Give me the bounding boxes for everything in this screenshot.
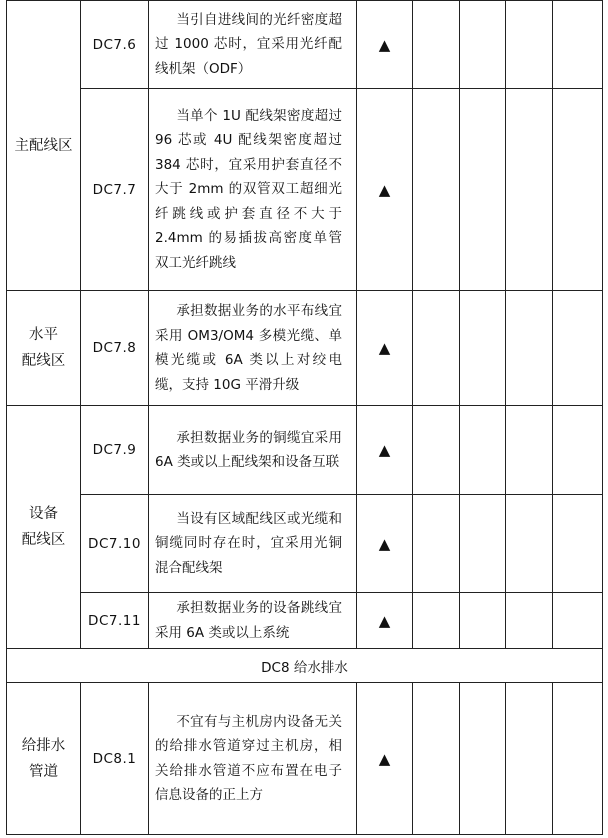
requirements-table [6, 0, 603, 835]
section-title: DC8 给水排水 [7, 649, 603, 683]
empty-cell [460, 593, 506, 649]
empty-cell [413, 593, 460, 649]
triangle-mark: ▲ [357, 89, 413, 291]
empty-cell [506, 1, 553, 89]
triangle-mark: ▲ [357, 1, 413, 89]
code-cell: DC8.1 [81, 683, 149, 835]
empty-cell [460, 291, 506, 406]
triangle-mark: ▲ [357, 593, 413, 649]
requirement-text: 不宜有与主机房内设备无关的给排水管道穿过主机房，相关给排水管道不应布置在电子信息设备的正上方 [155, 713, 342, 803]
code-cell: DC7.7 [81, 89, 149, 291]
requirement-text: 承担数据业务的水平布线宜采用 OM3/OM4 多模光缆、单模光缆或 6A 类以上对绞电缆，支持 10G 平滑升级 [155, 303, 342, 393]
requirement-text: 当引自进线间的光纤密度超过 1000 芯时，宜采用光纤配线机架（ODF） [155, 11, 342, 77]
table-row [7, 495, 603, 593]
empty-cell [460, 89, 506, 291]
empty-cell [413, 495, 460, 593]
table-row [7, 406, 603, 495]
triangle-mark: ▲ [357, 291, 413, 406]
empty-cell [553, 593, 603, 649]
area-label-line2: 配线区 [21, 532, 66, 548]
requirement-text: 当设有区域配线区或光缆和铜缆同时存在时，宜采用光铜混合配线架 [155, 510, 342, 576]
area-cell-horizontal [7, 291, 81, 406]
empty-cell [460, 406, 506, 495]
empty-cell [506, 406, 553, 495]
code-cell: DC7.9 [81, 406, 149, 495]
area-label-line1: 给排水 [21, 737, 66, 754]
area-cell-main [7, 1, 81, 291]
triangle-mark: ▲ [357, 683, 413, 835]
empty-cell [413, 406, 460, 495]
code-cell: DC7.6 [81, 1, 149, 89]
code-cell: DC7.8 [81, 291, 149, 406]
requirement-text: 承担数据业务的设备跳线宜采用 6A 类或以上系统 [155, 600, 342, 641]
table-row [7, 593, 603, 649]
code-cell: DC7.11 [81, 593, 149, 649]
table-row [7, 89, 603, 291]
table-row [7, 683, 603, 835]
requirement-cell [149, 495, 357, 593]
area-label-line1: 设备 [29, 506, 58, 522]
requirement-cell [149, 406, 357, 495]
area-cell-equipment [7, 406, 81, 649]
empty-cell [460, 1, 506, 89]
empty-cell [506, 495, 553, 593]
requirement-cell [149, 291, 357, 406]
empty-cell [413, 1, 460, 89]
triangle-mark: ▲ [357, 495, 413, 593]
table-row [7, 291, 603, 406]
area-label-line2: 管道 [29, 763, 58, 780]
empty-cell [553, 683, 603, 835]
requirement-cell [149, 683, 357, 835]
requirement-text: 承担数据业务的铜缆宜采用 6A 类或以上配线架和设备互联 [155, 429, 342, 470]
empty-cell [413, 683, 460, 835]
empty-cell [506, 89, 553, 291]
empty-cell [413, 89, 460, 291]
empty-cell [413, 291, 460, 406]
area-label-line1: 水平 [29, 327, 58, 343]
empty-cell [506, 683, 553, 835]
table-row [7, 1, 603, 89]
empty-cell [506, 593, 553, 649]
area-cell-plumbing [7, 683, 81, 835]
requirement-cell [149, 89, 357, 291]
requirement-cell [149, 1, 357, 89]
empty-cell [460, 495, 506, 593]
triangle-mark: ▲ [357, 406, 413, 495]
section-row [7, 649, 603, 683]
requirement-text: 当单个 1U 配线架密度超过 96 芯或 4U 配线架密度超过 384 芯时，宜采用护套直径不大于 2mm 的双管双工超细光纤跳线或护套直径不大于 2.4mm 的易插拔高密度单管双工光纤跳线 [155, 107, 342, 271]
requirement-cell [149, 593, 357, 649]
empty-cell [506, 291, 553, 406]
area-label-line2: 配线区 [21, 353, 66, 369]
empty-cell [553, 406, 603, 495]
area-label: 主配线区 [14, 137, 73, 154]
code-cell: DC7.10 [81, 495, 149, 593]
empty-cell [553, 89, 603, 291]
empty-cell [553, 291, 603, 406]
empty-cell [460, 683, 506, 835]
empty-cell [553, 495, 603, 593]
empty-cell [553, 1, 603, 89]
